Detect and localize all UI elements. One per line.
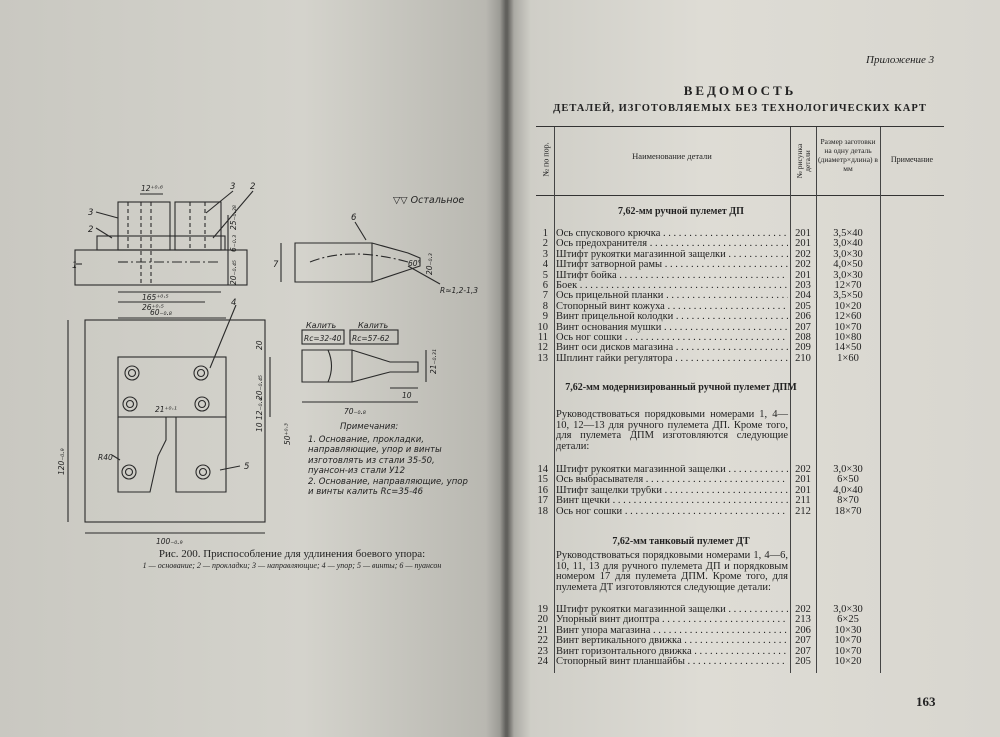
blank-size: 10×20 bbox=[834, 656, 862, 667]
part-name: Ось ног сошки . . . bbox=[556, 507, 788, 518]
figure-number: 206 bbox=[795, 311, 811, 323]
table-row bbox=[536, 605, 944, 616]
table-row bbox=[536, 615, 944, 626]
finish-mark: ▽▽ Остальное bbox=[393, 195, 465, 206]
row-number: 15 bbox=[537, 474, 548, 486]
dim-165: 165⁺⁰·⁵ bbox=[142, 293, 169, 302]
figure-number: 204 bbox=[795, 290, 811, 302]
row-number: 18 bbox=[537, 505, 548, 517]
blank-size: 12×60 bbox=[834, 311, 862, 323]
callout-3-left: 3 bbox=[88, 208, 94, 218]
part-name: Винт вертикального движка . . . bbox=[556, 636, 788, 647]
punch-dim-60: 60° bbox=[408, 259, 422, 268]
figure-number: 205 bbox=[795, 656, 811, 667]
plate-dim-120: 120₋₀.₉ bbox=[57, 448, 66, 475]
row-number: 9 bbox=[542, 311, 548, 323]
table-row bbox=[536, 647, 944, 658]
part-name: Винт оси дисков магазина . . . bbox=[556, 343, 788, 354]
table-row bbox=[536, 354, 944, 365]
punch-side-outline bbox=[302, 350, 418, 382]
plate-dim-60: 60₋₀.₈ bbox=[150, 308, 172, 317]
guide-right bbox=[175, 202, 221, 250]
part-name: Шплинт гайки регулятора . . . bbox=[556, 354, 788, 365]
figure-number: 202 bbox=[795, 248, 811, 260]
blank-size: 10×80 bbox=[834, 332, 862, 343]
document-title: ВЕДОМОСТЬ bbox=[683, 83, 797, 98]
table-row bbox=[536, 657, 944, 668]
side-dim-10: 10 bbox=[402, 391, 412, 400]
table-row bbox=[536, 291, 944, 302]
appendix-label: Приложение 3 bbox=[866, 54, 935, 66]
plate-radius-40: R40 bbox=[98, 453, 113, 462]
figure-number: 202 bbox=[795, 604, 811, 615]
figure-number: 208 bbox=[795, 332, 811, 343]
table-row bbox=[536, 271, 944, 282]
plate-callout-4: 4 bbox=[231, 298, 237, 308]
part-name: Штифт рукоятки магазинной защелки . . . bbox=[556, 465, 788, 476]
part-name: Стопорный винт кожуха . . . bbox=[556, 302, 788, 313]
table-row bbox=[536, 626, 944, 637]
figure-number: 210 bbox=[795, 352, 811, 364]
blank-size: 8×70 bbox=[837, 495, 859, 507]
part-name: Винт горизонтального движка . . . bbox=[556, 647, 788, 658]
table-row bbox=[536, 229, 944, 240]
document-subtitle: ДЕТАЛЕЙ, ИЗГОТОВЛЯЕМЫХ БЕЗ ТЕХНОЛОГИЧЕСКИХ КАРТ bbox=[553, 103, 927, 114]
figure-legend: 1 — основание; 2 — прокладки; 3 — направляющие; 4 — упор; 5 — винты; 6 — пуансон bbox=[142, 561, 442, 570]
row-number: 10 bbox=[537, 321, 548, 333]
kalit-label-1: Калить bbox=[306, 321, 337, 330]
part-name: Ось выбрасывателя . . . bbox=[556, 475, 788, 486]
figure-number: 207 bbox=[795, 645, 811, 657]
row-number: 22 bbox=[537, 635, 548, 647]
figure-number: 201 bbox=[795, 238, 811, 250]
plate-callout-5: 5 bbox=[244, 462, 250, 472]
table-row bbox=[536, 507, 944, 518]
part-name: Винт щечки . . . bbox=[556, 496, 788, 507]
blank-size: 10×30 bbox=[834, 624, 862, 636]
row-number: 5 bbox=[542, 269, 548, 281]
table-row bbox=[536, 343, 944, 354]
part-name: Штифт затворной рамы . . . bbox=[556, 260, 788, 271]
table-row bbox=[536, 250, 944, 261]
hardness-1: Rc=32-40 bbox=[304, 334, 342, 343]
figure-number: 201 bbox=[795, 269, 811, 281]
row-number: 17 bbox=[537, 495, 548, 507]
blank-size: 10×70 bbox=[834, 645, 862, 657]
punch-dim-20: 20₋₀.₃ bbox=[425, 253, 434, 275]
row-number: 7 bbox=[542, 290, 548, 302]
part-name: Стопорный винт планшайбы . . . bbox=[556, 657, 788, 668]
part-name: Ось спускового крючка . . . bbox=[556, 229, 788, 240]
blank-size: 6×50 bbox=[837, 474, 859, 486]
figure-number: 207 bbox=[795, 635, 811, 647]
row-number: 12 bbox=[537, 342, 548, 354]
page-number: 163 bbox=[916, 694, 936, 709]
blank-size: 14×50 bbox=[834, 342, 862, 354]
figure-number: 211 bbox=[795, 495, 811, 507]
callout-2-left: 2 bbox=[88, 225, 94, 235]
plate-dim-50: 50⁺⁰·³ bbox=[283, 423, 292, 445]
header-num: № по пор. bbox=[541, 142, 551, 177]
row-number: 19 bbox=[537, 604, 548, 615]
hardness-2: Rc=57-62 bbox=[352, 334, 390, 343]
blank-size: 1×60 bbox=[837, 352, 859, 364]
dim-25: 25₋₀.₂₈ bbox=[229, 205, 238, 230]
plate-dim-21: 21⁺⁰·¹ bbox=[155, 405, 177, 414]
part-name: Боек . . . bbox=[556, 281, 788, 292]
section-title: 7,62-мм танковый пулемет ДТ bbox=[612, 536, 750, 547]
table-row bbox=[536, 260, 944, 271]
blank-size: 10×70 bbox=[834, 635, 862, 647]
blank-size: 3,5×50 bbox=[833, 290, 863, 302]
figure-number: 201 bbox=[795, 474, 811, 486]
plate-dim-20: 20 bbox=[255, 340, 264, 350]
row-number: 6 bbox=[542, 280, 548, 291]
kalit-label-2: Калить bbox=[358, 321, 389, 330]
punch-callout-6: 6 bbox=[351, 213, 357, 223]
section-title: 7,62-мм модернизированный ручной пулемет ДПМ bbox=[565, 382, 797, 393]
table-row bbox=[536, 323, 944, 334]
figure-number: 201 bbox=[795, 228, 811, 239]
callout-1: 1 bbox=[72, 261, 78, 271]
side-dim-21: 21₋₀.₃₁ bbox=[429, 349, 438, 374]
row-number: 21 bbox=[537, 624, 548, 636]
part-name: Штифт рукоятки магазинной защелки . . . bbox=[556, 605, 788, 616]
dim-20: 20₋₀.₄₅ bbox=[229, 260, 238, 285]
note-1: 1. Основание, прокладки, направляющие, упор и винты изготовлять из стали 35-50, пуансон-из стали У12 bbox=[308, 434, 442, 476]
blank-size: 3,0×30 bbox=[833, 269, 863, 281]
punch-dim-7: 7 bbox=[273, 260, 279, 270]
figure-number: 202 bbox=[795, 259, 811, 271]
row-number: 24 bbox=[537, 656, 548, 667]
table-row bbox=[536, 636, 944, 647]
section-paragraph: Руководствоваться порядковыми номерами 1, 4—10, 12—13 для ручного пулемета ДП. Кроме того, для пулемета ДПМ изготовляются следующие детали: bbox=[556, 409, 788, 452]
part-name: Винт упора магазина . . . bbox=[556, 626, 788, 637]
part-name: Ось предохранителя . . . bbox=[556, 239, 788, 250]
part-name: Ось ног сошки . . . bbox=[556, 333, 788, 344]
row-number: 4 bbox=[542, 259, 548, 271]
figure-number: 213 bbox=[795, 614, 811, 626]
parts-table bbox=[536, 126, 944, 673]
part-name: Ось прицельной планки . . . bbox=[556, 291, 788, 302]
section-paragraph: Руководствоваться порядковыми номерами 1, 4—6, 10, 11, 13 для ручного пулемета ДП и порядковым номером 17 для пулемета ДПМ. Кроме того, для пулемета ДТ изготовляются следующие детали: bbox=[556, 550, 788, 593]
blank-size: 6×25 bbox=[837, 614, 859, 626]
figure-number: 203 bbox=[795, 280, 811, 291]
row-number: 1 bbox=[542, 228, 548, 239]
header-figure: № рисунка детали bbox=[795, 143, 812, 179]
header-name: Наименование детали bbox=[632, 151, 712, 161]
plate-dim-20b: 20₋₀.₄₅ bbox=[255, 375, 264, 400]
header-size: Размер заготовки на одну деталь (диаметр×длина) в мм bbox=[818, 137, 878, 173]
blank-size: 3,0×30 bbox=[833, 248, 863, 260]
dim-6: 6₋₀.₃ bbox=[229, 234, 238, 252]
shim-outline bbox=[97, 236, 225, 250]
row-number: 16 bbox=[537, 484, 548, 496]
blank-size: 10×20 bbox=[834, 300, 862, 312]
row-number: 11 bbox=[537, 332, 548, 343]
header-note: Примечание bbox=[890, 155, 934, 164]
drawing-notes bbox=[308, 422, 468, 498]
table-row bbox=[536, 312, 944, 323]
part-name: Винт основания мушки . . . bbox=[556, 323, 788, 334]
row-number: 3 bbox=[542, 248, 548, 260]
table-row bbox=[536, 281, 944, 292]
callout-2-right: 2 bbox=[250, 182, 256, 192]
figure-number: 212 bbox=[795, 505, 811, 517]
row-number: 8 bbox=[542, 300, 548, 312]
blank-size: 4,0×50 bbox=[833, 259, 863, 271]
part-name: Штифт рукоятки магазинной защелки . . . bbox=[556, 250, 788, 261]
figure-caption: Рис. 200. Приспособление для удлинения боевого упора: bbox=[158, 548, 426, 560]
part-name: Упорный винт диоптра . . . bbox=[556, 615, 788, 626]
callout-3-right: 3 bbox=[230, 182, 236, 192]
section-title: 7,62-мм ручной пулемет ДП bbox=[618, 206, 744, 217]
plate-outline bbox=[85, 320, 265, 522]
blank-size: 12×70 bbox=[834, 280, 862, 291]
table-row bbox=[536, 496, 944, 507]
note-2: 2. Основание, направляющие, упор и винты калить Rc=35-46 bbox=[308, 476, 468, 497]
notes-title: Примечания: bbox=[340, 422, 399, 432]
guide-left bbox=[118, 202, 170, 250]
part-name: Штифт защелки трубки . . . bbox=[556, 486, 788, 497]
table-row bbox=[536, 465, 944, 476]
blank-size: 18×70 bbox=[834, 505, 862, 517]
plate-dim-10: 10 bbox=[255, 422, 264, 432]
blank-size: 3,0×30 bbox=[833, 464, 863, 475]
punch-radius: R≈1,2-1,3 bbox=[440, 286, 479, 295]
plate-dim-12: 12₋₀.₄ bbox=[255, 398, 264, 420]
figure-number: 201 bbox=[795, 484, 811, 496]
part-name: Винт прицельной колодки . . . bbox=[556, 312, 788, 323]
side-dim-70: 70₋₀.₈ bbox=[344, 407, 366, 416]
part-name: Штифт бойка . . . bbox=[556, 271, 788, 282]
figure-number: 206 bbox=[795, 624, 811, 636]
row-number: 14 bbox=[537, 464, 548, 475]
blank-size: 3,0×40 bbox=[833, 238, 863, 250]
table-header bbox=[536, 127, 944, 196]
blank-size: 10×70 bbox=[834, 321, 862, 333]
figure-number: 205 bbox=[795, 300, 811, 312]
table-row bbox=[536, 333, 944, 344]
punch-outline bbox=[295, 243, 420, 282]
blank-size: 4,0×40 bbox=[833, 484, 863, 496]
figure-number: 202 bbox=[795, 464, 811, 475]
base-outline bbox=[75, 250, 247, 285]
table-row bbox=[536, 302, 944, 313]
blank-size: 3,0×30 bbox=[833, 604, 863, 615]
row-number: 23 bbox=[537, 645, 548, 657]
plate-dim-100: 100₋₀.₉ bbox=[156, 537, 183, 546]
row-number: 20 bbox=[537, 614, 548, 626]
figure-number: 207 bbox=[795, 321, 811, 333]
table-row bbox=[536, 486, 944, 497]
figure-number: 209 bbox=[795, 342, 811, 354]
dim-12: 12⁺⁰·⁶ bbox=[141, 184, 163, 193]
dim-26: 26⁺⁰·⁵ bbox=[142, 303, 164, 312]
table-row bbox=[536, 239, 944, 250]
row-number: 2 bbox=[542, 238, 548, 250]
blank-size: 3,5×40 bbox=[833, 228, 863, 239]
table-row bbox=[536, 475, 944, 486]
row-number: 13 bbox=[537, 352, 548, 364]
